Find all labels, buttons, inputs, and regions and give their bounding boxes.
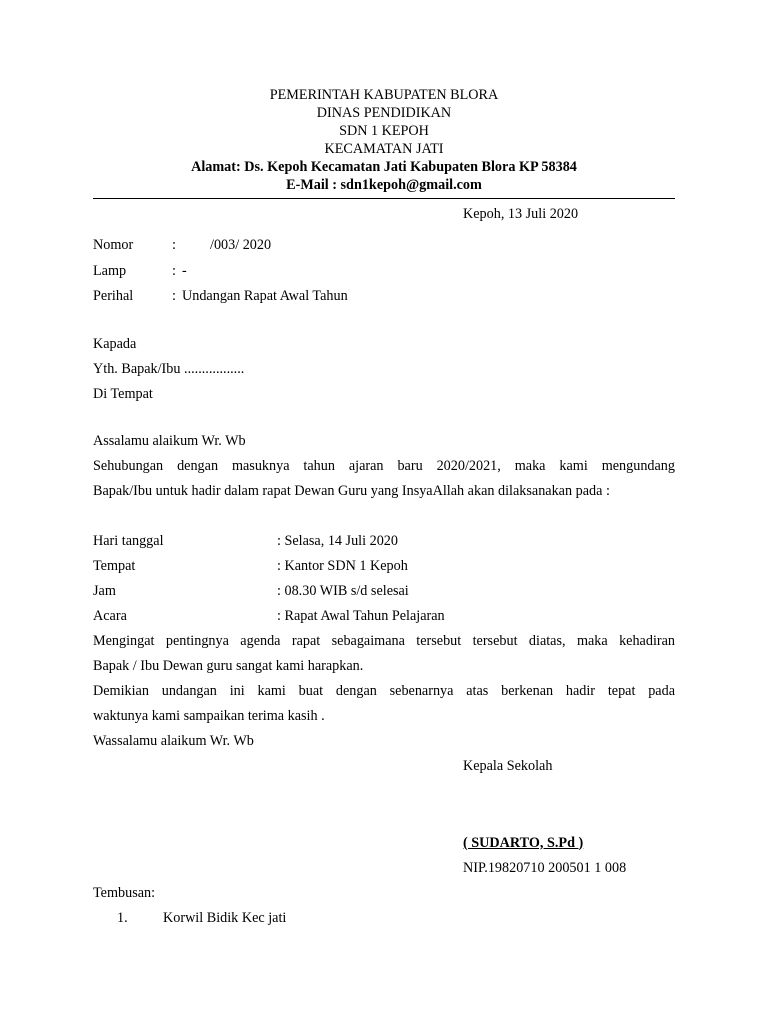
letterhead-email: E-Mail : sdn1kepoh@gmail.com xyxy=(286,177,482,193)
meta-label: Nomor xyxy=(93,237,134,253)
detail-value: : Kantor SDN 1 Kepoh xyxy=(277,557,408,574)
list-item xyxy=(93,909,675,934)
tembusan-label: Tembusan: xyxy=(93,884,156,901)
letterhead-district: KECAMATAN JATI xyxy=(324,141,444,157)
tembusan-section xyxy=(93,884,675,934)
meeting-details xyxy=(93,532,675,632)
paragraph-line: Bapak / Ibu Dewan guru sangat kami harapkan. xyxy=(93,657,364,674)
meta-colon: : xyxy=(172,237,176,253)
letterhead-government: PEMERINTAH KABUPATEN BLORA xyxy=(269,87,499,103)
detail-row xyxy=(93,557,675,582)
meta-value: Undangan Rapat Awal Tahun xyxy=(182,288,348,304)
detail-row xyxy=(93,607,675,632)
meta-value: /003/ 2020 xyxy=(210,237,272,253)
detail-value: : Selasa, 14 Juli 2020 xyxy=(277,532,398,549)
recipient-place: Di Tempat xyxy=(93,385,153,402)
signature-nip: NIP.19820710 200501 1 008 xyxy=(463,859,627,876)
recipient-kepada: Kapada xyxy=(93,335,137,352)
letterhead-divider xyxy=(93,198,675,199)
meta-colon: : xyxy=(172,288,176,304)
list-item-number: 1. xyxy=(117,909,128,926)
detail-label: Acara xyxy=(93,607,127,624)
detail-label: Hari tanggal xyxy=(93,532,164,549)
list-item-text: Korwil Bidik Kec jati xyxy=(163,909,287,926)
letter-page xyxy=(93,86,675,934)
meta-colon: : xyxy=(172,262,176,279)
detail-label: Jam xyxy=(93,582,116,599)
letter-body xyxy=(93,432,675,757)
signature-name: ( SUDARTO, S.Pd ) xyxy=(463,834,584,851)
meta-label: Perihal xyxy=(93,288,134,304)
greeting: Assalamu alaikum Wr. Wb xyxy=(93,432,246,449)
letterhead-school: SDN 1 KEPOH xyxy=(339,123,429,139)
paragraph-line: Demikian undangan ini kami buat dengan sebenarnya atas berkenan hadir tepat pada xyxy=(93,682,675,699)
detail-row xyxy=(93,532,675,557)
recipient-block xyxy=(93,335,675,410)
meta-row-perihal xyxy=(93,287,675,313)
meta-value: - xyxy=(182,262,187,279)
detail-value: : Rapat Awal Tahun Pelajaran xyxy=(277,607,445,624)
letter-date: Kepoh, 13 Juli 2020 xyxy=(463,206,579,222)
paragraph-line: Bapak/Ibu untuk hadir dalam rapat Dewan Guru yang InsyaAllah akan dilaksanakan pada : xyxy=(93,482,610,499)
paragraph-line: Sehubungan dengan masuknya tahun ajaran baru 2020/2021, maka kami mengundang xyxy=(93,457,675,474)
detail-row xyxy=(93,582,675,607)
meta-label: Lamp xyxy=(93,262,127,279)
letterhead-department: DINAS PENDIDIKAN xyxy=(316,105,452,121)
paragraph-line: Mengingat pentingnya agenda rapat sebagaimana tersebut tersebut diatas, maka kehadiran xyxy=(93,632,675,649)
detail-label: Tempat xyxy=(93,557,136,574)
meta-row-nomor xyxy=(93,236,675,262)
signature-title: Kepala Sekolah xyxy=(463,757,553,774)
meta-row-lamp xyxy=(93,262,675,288)
letterhead xyxy=(93,86,675,194)
detail-value: : 08.30 WIB s/d selesai xyxy=(277,582,409,599)
closing-greeting: Wassalamu alaikum Wr. Wb xyxy=(93,732,254,749)
letter-meta xyxy=(93,236,675,313)
signature-block xyxy=(93,757,675,884)
recipient-name: Yth. Bapak/Ibu ................. xyxy=(93,360,245,377)
paragraph-line: waktunya kami sampaikan terima kasih . xyxy=(93,707,325,724)
letterhead-address: Alamat: Ds. Kepoh Kecamatan Jati Kabupaten Blora KP 58384 xyxy=(191,159,577,175)
